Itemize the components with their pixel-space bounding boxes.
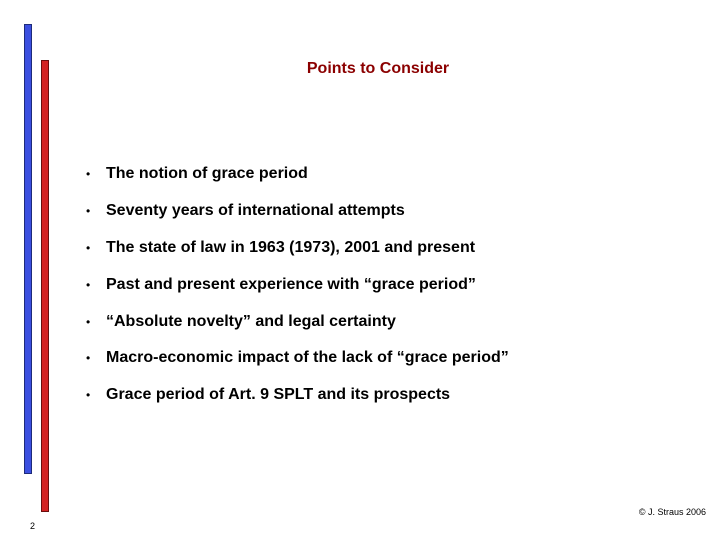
bullet-icon: • — [86, 277, 91, 292]
bullet-item-experience — [86, 266, 509, 303]
bullet-item-absolute-novelty — [86, 303, 509, 340]
bullet-list — [86, 156, 509, 414]
bullet-icon: • — [86, 240, 91, 255]
bullet-icon: • — [86, 204, 91, 219]
bullet-text: The state of law in 1963 (1973), 2001 and present — [106, 238, 476, 256]
bullet-icon: • — [86, 388, 91, 403]
decorative-red-bar — [41, 60, 49, 512]
decorative-blue-bar — [24, 24, 32, 474]
bullet-item-splt-prospects — [86, 377, 509, 414]
bullet-item-macro-economic-impact — [86, 340, 509, 377]
bullet-icon: • — [86, 351, 91, 366]
slide-title: Points to Consider — [306, 60, 450, 77]
bullet-text: The notion of grace period — [106, 165, 308, 183]
bullet-text: Macro-economic impact of the lack of “grace period” — [106, 349, 509, 367]
bullet-item-state-of-law — [86, 230, 509, 267]
copyright-notice: © J. Straus 2006 — [638, 507, 706, 517]
bullet-item-grace-period-notion — [86, 156, 509, 193]
bullet-text: Grace period of Art. 9 SPLT and its prospects — [106, 386, 451, 404]
bullet-text: Past and present experience with “grace period” — [106, 275, 476, 293]
bullet-text: “Absolute novelty” and legal certainty — [106, 312, 396, 330]
page-number: 2 — [30, 521, 36, 531]
bullet-icon: • — [86, 314, 91, 329]
bullet-item-international-attempts — [86, 193, 509, 230]
bullet-text: Seventy years of international attempts — [106, 202, 405, 220]
bullet-icon: • — [86, 167, 91, 182]
